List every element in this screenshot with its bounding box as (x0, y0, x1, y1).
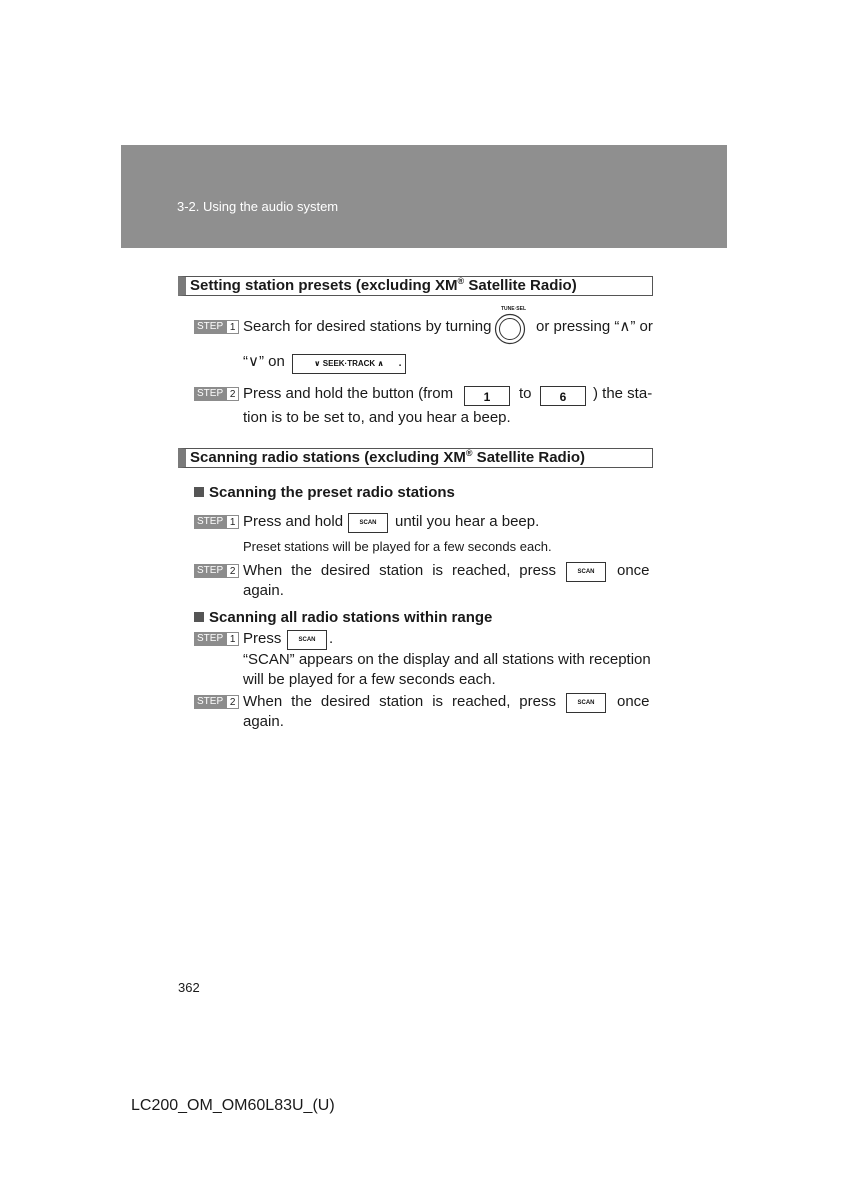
step-word: STEP (194, 515, 226, 529)
scan2-step1-pre: Press (243, 630, 282, 647)
step-number: 1 (226, 515, 239, 529)
bullet-square-icon (194, 612, 204, 622)
again-word: again. (243, 582, 284, 599)
preset-step2-line2: tion is to be set to, and you hear a beep. (243, 409, 511, 426)
once-word: once (617, 562, 650, 579)
header-band (121, 145, 727, 248)
preset-step1-period: . (398, 353, 403, 370)
preset-button-1[interactable]: 1 (464, 386, 510, 406)
subheading-text: Scanning all radio stations within range (209, 609, 493, 626)
tune-sel-label: TUNE·SEL (501, 306, 526, 312)
preset-step1-line2: “∨” on (243, 353, 285, 370)
scan-button[interactable]: SCAN (566, 562, 606, 582)
step-badge (194, 695, 239, 709)
preset-button-6[interactable]: 6 (540, 386, 586, 406)
preset-step2-text: Press and hold the button (from (243, 385, 454, 402)
subheading-all-scan (194, 609, 492, 626)
registered-mark: ® (465, 448, 473, 458)
presets-title-end: Satellite Radio) (464, 277, 577, 294)
step-word: STEP (194, 320, 226, 334)
preset-step1-text: Search for desired stations by turning (243, 318, 492, 335)
step-word: STEP (194, 387, 226, 401)
scan-button[interactable]: SCAN (566, 693, 606, 713)
to-word: to (519, 385, 532, 402)
step-badge (194, 564, 239, 578)
step-word: STEP (194, 695, 226, 709)
preset-step2-after: ) the sta- (593, 385, 653, 402)
again-word: again. (243, 713, 284, 730)
registered-mark: ® (457, 276, 465, 286)
scan-button[interactable]: SCAN (287, 630, 327, 650)
presets-section-title (178, 276, 653, 296)
once-word: once (617, 693, 650, 710)
step-number: 1 (226, 320, 239, 334)
scan2-step1-period: . (329, 630, 334, 647)
step-number: 1 (226, 632, 239, 646)
step-word: STEP (194, 564, 226, 578)
section-title: 3-2. Using the audio system (177, 199, 339, 214)
scan2-step2-text: When the desired station is reached, press (243, 693, 556, 710)
scanning-title-end: Satellite Radio) (472, 449, 586, 466)
page-number: 362 (178, 980, 200, 995)
document-id: LC200_OM_OM60L83U_(U) (131, 1097, 335, 1114)
scan1-step1-pre: Press and hold (243, 513, 344, 530)
scan-button[interactable]: SCAN (348, 513, 388, 533)
scan2-step1-line2: “SCAN” appears on the display and all stations with reception (243, 651, 651, 668)
step-badge (194, 320, 239, 334)
step-number: 2 (226, 564, 239, 578)
scanning-section-title (178, 448, 653, 468)
step-badge (194, 632, 239, 646)
preset-step1-text2: or pressing “∧” or (536, 318, 653, 335)
seek-track-button[interactable]: ∨ SEEK·TRACK ∧ (292, 354, 406, 374)
scan1-step2-text: When the desired station is reached, press (243, 562, 556, 579)
step-number: 2 (226, 695, 239, 709)
step-word: STEP (194, 632, 226, 646)
scanning-title-text: Scanning radio stations (excluding XM (190, 449, 466, 466)
tune-knob-icon (494, 313, 526, 345)
scan1-step1-post: until you hear a beep. (395, 513, 540, 530)
presets-title-text: Setting station presets (excluding XM (190, 277, 458, 294)
subheading-text: Scanning the preset radio stations (209, 484, 455, 501)
scan2-step1-line3: will be played for a few seconds each. (243, 671, 496, 688)
step-badge (194, 515, 239, 529)
subheading-preset-scan (194, 484, 455, 501)
bullet-square-icon (194, 487, 204, 497)
step-badge (194, 387, 239, 401)
step-number: 2 (226, 387, 239, 401)
scan1-note: Preset stations will be played for a few seconds each. (243, 539, 552, 554)
